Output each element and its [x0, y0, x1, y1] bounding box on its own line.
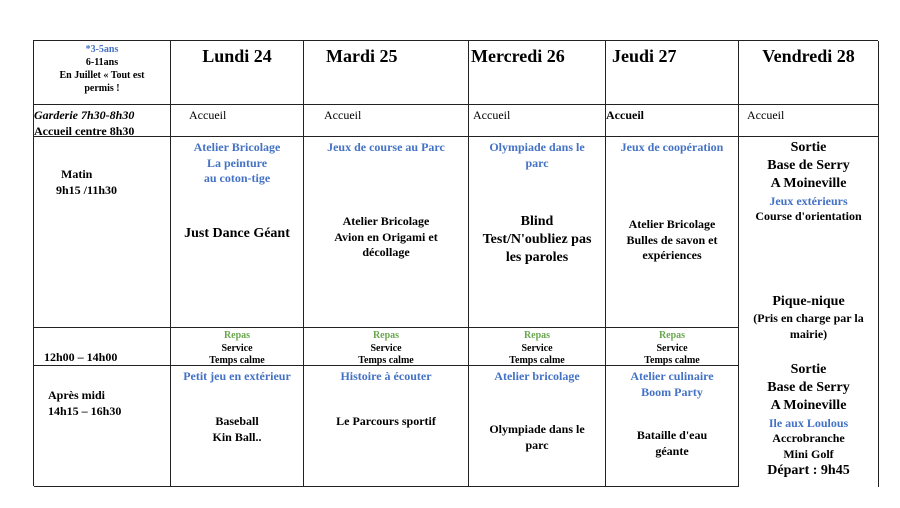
- apres-jeudi-line-1: Bataille d'eau: [636, 428, 708, 442]
- theme-line-1: En Juillet « Tout est: [59, 70, 145, 81]
- age-line-1: *3-5ans: [85, 44, 119, 55]
- repas-lundi-3: Temps calme: [209, 355, 265, 366]
- day-lundi: Lundi 24: [171, 41, 304, 105]
- accueil-mardi: Accueil: [304, 105, 469, 137]
- apres-hours: 14h15 – 16h30: [48, 403, 122, 418]
- apres-lundi-line-2: Kin Ball..: [212, 429, 262, 444]
- matin-lundi-main: Just Dance Géant: [184, 226, 290, 241]
- accueil-lundi: Accueil: [171, 105, 304, 137]
- accueil-vendredi: Accueil: [739, 105, 879, 137]
- garderie-cell: [34, 105, 171, 137]
- matin-mercredi-line-3: les paroles: [505, 250, 569, 266]
- apres-label: Après midi: [48, 388, 105, 402]
- vendredi-ville-1: A Moineville: [770, 176, 847, 192]
- apres-lundi-line-1: Baseball: [215, 414, 259, 428]
- repas-mercredi-2: Service: [521, 342, 553, 354]
- vendredi-column: [739, 137, 879, 487]
- garderie-line-1: Garderie 7h30-8h30: [34, 108, 135, 122]
- matin-jeudi-title: Jeux de coopération: [620, 140, 724, 154]
- vendredi-prise-1: (Pris en charge par la: [753, 311, 864, 326]
- vendredi-course: Course d'orientation: [755, 209, 862, 224]
- accueil-mercredi: Accueil: [469, 105, 606, 137]
- matin-lundi-title-2: La peinture: [206, 155, 268, 170]
- vendredi-base-2: Base de Serry: [767, 380, 850, 396]
- repas-mercredi-1: Repas: [523, 330, 551, 341]
- apres-mercredi-title: Atelier bricolage: [494, 369, 580, 383]
- apres-mercredi: [469, 366, 606, 487]
- apres-mardi-title: Histoire à écouter: [340, 369, 432, 383]
- matin-lundi-title-1: Atelier Bricolage: [193, 140, 281, 154]
- vendredi-accrobranche: Accrobranche: [772, 431, 845, 446]
- matin-jeudi-line-3: expériences: [642, 248, 702, 263]
- day-vendredi: Vendredi 28: [739, 41, 879, 105]
- theme-line-2: permis !: [84, 83, 120, 94]
- apres-mardi-line-1: Le Parcours sportif: [336, 414, 436, 428]
- matin-lundi: [171, 137, 304, 328]
- apres-lundi-title: Petit jeu en extérieur: [183, 369, 291, 383]
- repas-lundi: [171, 328, 304, 366]
- matin-jeudi: [606, 137, 739, 328]
- header-age-cell: [34, 41, 171, 105]
- matin-mardi-line-1: Atelier Bricolage: [342, 214, 430, 228]
- matin-label: Matin: [61, 167, 93, 181]
- vendredi-ville-2: A Moineville: [770, 398, 847, 414]
- apres-label-cell: [34, 366, 171, 487]
- matin-mercredi-line-1: Blind: [520, 214, 554, 229]
- matin-hours: 9h15 /11h30: [56, 182, 118, 197]
- repas-mercredi-3: Temps calme: [509, 355, 565, 366]
- vendredi-prise-2: mairie): [789, 326, 828, 341]
- repas-mardi-1: Repas: [372, 330, 400, 341]
- vendredi-jeux: Jeux extérieurs: [769, 193, 848, 208]
- age-line-2: 6-11ans: [85, 57, 119, 68]
- apres-jeudi-title-1: Atelier culinaire: [630, 369, 714, 383]
- vendredi-sortie-1: Sortie: [790, 140, 827, 155]
- matin-mardi-title: Jeux de course au Parc: [327, 140, 445, 154]
- midi-label-cell: [34, 328, 171, 366]
- matin-mercredi-title-2: parc: [525, 155, 549, 170]
- vendredi-base-1: Base de Serry: [767, 158, 850, 174]
- garderie-line-2: Accueil centre 8h30: [34, 123, 135, 137]
- repas-mardi: [304, 328, 469, 366]
- matin-mercredi: [469, 137, 606, 328]
- apres-jeudi-line-2: géante: [655, 443, 689, 458]
- vendredi-mini-golf: Mini Golf: [783, 446, 834, 461]
- repas-jeudi-1: Repas: [658, 330, 686, 341]
- accueil-jeudi: Accueil: [606, 105, 739, 137]
- vendredi-depart: Départ : 9h45: [767, 463, 850, 479]
- day-mardi: Mardi 25: [304, 41, 469, 105]
- matin-jeudi-line-2: Bulles de savon et: [626, 232, 718, 247]
- repas-mardi-2: Service: [370, 342, 402, 354]
- vendredi-pique-nique: Pique-nique: [772, 294, 845, 309]
- matin-mercredi-line-2: Test/N'oubliez pas: [482, 232, 592, 248]
- apres-jeudi: [606, 366, 739, 487]
- repas-mardi-3: Temps calme: [358, 355, 414, 366]
- repas-mercredi: [469, 328, 606, 366]
- vendredi-sortie-2: Sortie: [790, 362, 827, 377]
- planning-table: [33, 40, 878, 486]
- day-mercredi: Mercredi 26: [469, 41, 606, 105]
- repas-lundi-2: Service: [221, 342, 253, 354]
- repas-jeudi-3: Temps calme: [644, 355, 700, 366]
- matin-jeudi-line-1: Atelier Bricolage: [628, 217, 716, 231]
- matin-mercredi-title-1: Olympiade dans le: [489, 140, 585, 154]
- midi-label: 12h00 – 14h00: [44, 350, 118, 364]
- day-jeudi: Jeudi 27: [606, 41, 739, 105]
- matin-mardi-line-3: décollage: [362, 245, 410, 260]
- apres-lundi: [171, 366, 304, 487]
- apres-mercredi-line-1: Olympiade dans le: [489, 422, 585, 436]
- apres-mercredi-line-2: parc: [525, 437, 549, 452]
- apres-mardi: [304, 366, 469, 487]
- vendredi-ile: Ile aux Loulous: [768, 415, 849, 430]
- repas-jeudi: [606, 328, 739, 366]
- repas-lundi-1: Repas: [223, 330, 251, 341]
- repas-jeudi-2: Service: [656, 342, 688, 354]
- apres-jeudi-title-2: Boom Party: [641, 384, 703, 399]
- matin-label-cell: [34, 137, 171, 328]
- matin-mardi-line-2: Avion en Origami et: [334, 229, 438, 244]
- matin-mardi: [304, 137, 469, 328]
- matin-lundi-title-3: au coton-tige: [203, 171, 271, 186]
